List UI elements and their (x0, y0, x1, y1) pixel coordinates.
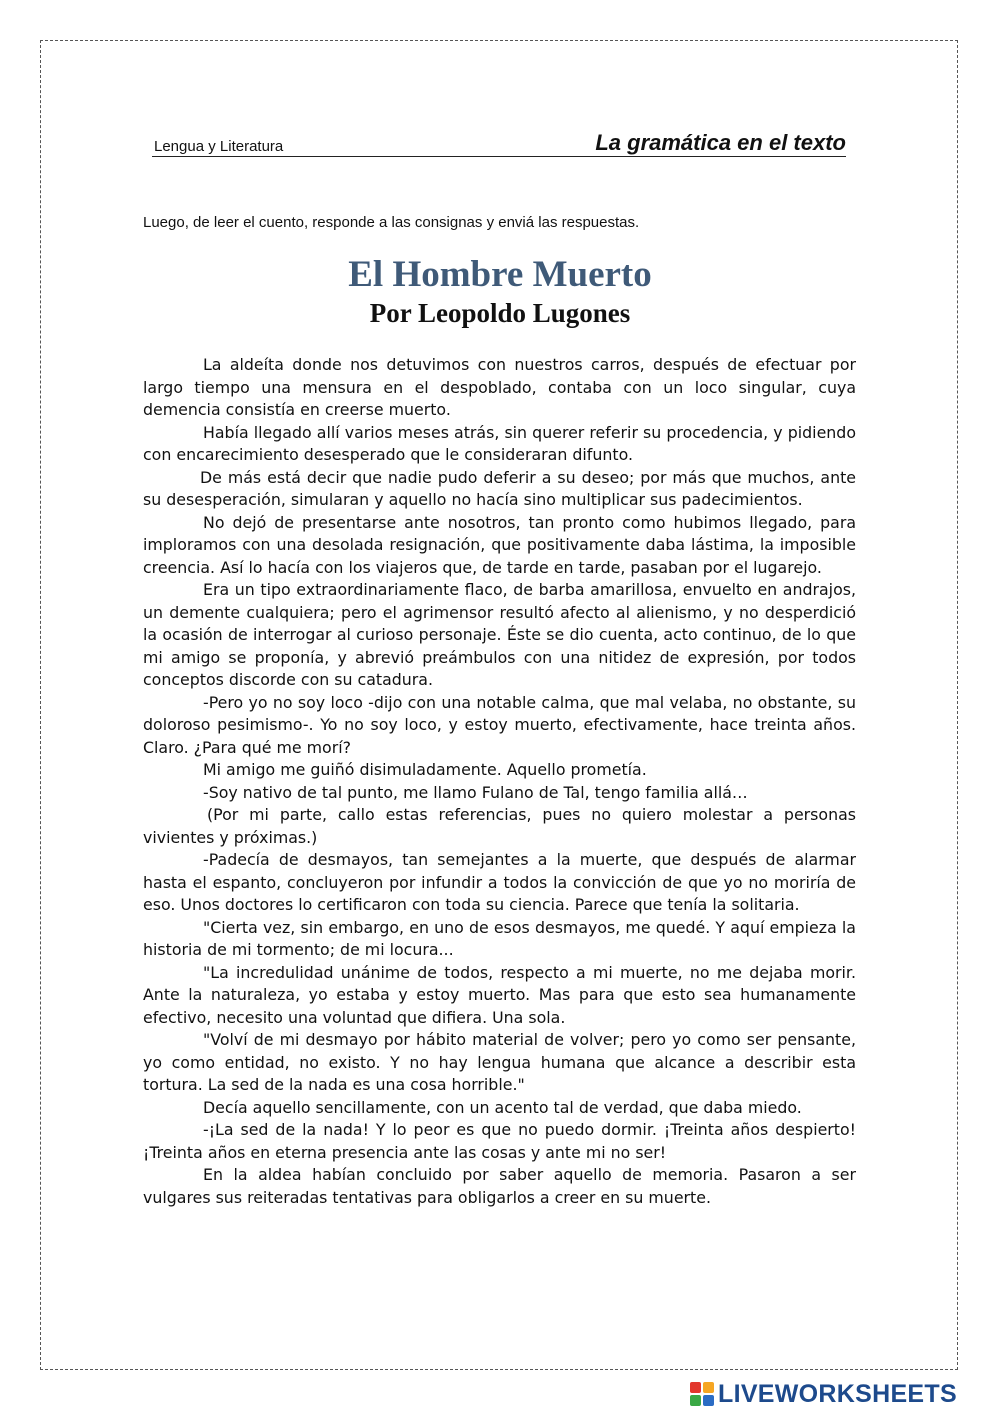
instruction-text: Luego, de leer el cuento, responde a las consignas y enviá las respuestas. (143, 214, 640, 231)
story-paragraph: -Pero yo no soy loco -dijo con una notable calma, que mal velaba, no obstante, su doloroso pesimismo-. Yo no soy loco, y estoy muerto, efectivamente, hace treinta años. Claro. ¿Para qué me morí? (143, 692, 856, 757)
liveworksheets-logo[interactable] (690, 1380, 957, 1408)
story-paragraph: No dejó de presentarse ante nosotros, tan pronto como hubimos llegado, para imploramos con una desolada resignación, que positivamente daba lástima, la imposible creencia. Así lo hacía con los viajeros que, de tarde en tarde, pasaban por el lugarejo. (143, 512, 856, 577)
story-paragraph: -Soy nativo de tal punto, me llamo Fulano de Tal, tengo familia allá… (203, 782, 748, 802)
story-paragraph: Había llegado allí varios meses atrás, sin querer referir su procedencia, y pidiendo con encarecimiento desesperado que le consideraran difunto. (143, 422, 856, 464)
story-paragraph: -¡La sed de la nada! Y lo peor es que no puedo dormir. ¡Treinta años despierto! ¡Treinta años en eterna presencia ante las cosas y ante mi no ser! (143, 1120, 856, 1162)
story-paragraph: Decía aquello sencillamente, con un acento tal de verdad, que daba miedo. (203, 1097, 802, 1117)
story-paragraph: La aldeíta donde nos detuvimos con nuestros carros, después de efectuar por largo tiempo una mensura en el despoblado, contaba con un loco singular, cuya demencia consistía en creerse muerto. (143, 355, 856, 419)
logo-square (690, 1382, 701, 1393)
logo-square (703, 1395, 714, 1406)
story-paragraph: De más está decir que nadie pudo deferir a su deseo; por más que muchos, ante su desesperación, simularan y aquello no hacía sino multiplicar sus padecimientos. (143, 467, 856, 509)
logo-square (690, 1395, 701, 1406)
story-paragraph: -Padecía de desmayos, tan semejantes a la muerte, que después de alarmar hasta el espanto, concluyeron por infundir a todos la convicción de que yo no moriría de eso. Unos doctores lo certificaron con toda su ciencia. Parece que tenía la solitaria. (143, 850, 856, 914)
story-paragraph: En la aldea habían concluido por saber aquello de memoria. Pasaron a ser vulgares sus reiteradas tentativas para obligarlos a creer en su muerte. (143, 1165, 856, 1207)
logo-text: LIVEWORKSHEETS (718, 1379, 957, 1408)
liveworksheets-logo-icon (690, 1382, 714, 1406)
section-title: La gramática en el texto (595, 130, 846, 155)
story-body (143, 354, 856, 1209)
worksheet-header (152, 128, 846, 157)
story-author: Por Leopoldo Lugones (369, 298, 631, 328)
logo-square (703, 1382, 714, 1393)
story-title: El Hombre Muerto (348, 254, 652, 295)
subject-label: Lengua y Literatura (154, 138, 284, 155)
story-paragraph: Mi amigo me guiñó disimuladamente. Aquello prometía. (203, 760, 647, 779)
story-paragraph: "Cierta vez, sin embargo, en uno de esos desmayos, me quedé. Y aquí empieza la historia de mi tormento; de mi locura... (143, 917, 856, 959)
story-paragraph: (Por mi parte, callo estas referencias, pues no quiero molestar a personas vivientes y próximas.) (143, 805, 856, 847)
story-paragraph: Era un tipo extraordinariamente flaco, de barba amarillosa, envuelto en andrajos, un demente cualquiera; pero el agrimensor resultó afecto al alienismo, y no desperdició la ocasión de interrogar al curioso personaje. Éste se dio cuenta, acto continuo, de lo que mi amigo se proponía, y abrevió preámbulos con una nitidez de expresión, por todos conceptos discorde con su catadura. (143, 580, 856, 689)
story-paragraph: "Volví de mi desmayo por hábito material de volver; pero yo como ser pensante, yo como entidad, no existo. Y no hay lengua humana que alcance a describir esta tortura. La sed de la nada es una cosa horrible." (143, 1030, 856, 1094)
story-paragraph: "La incredulidad unánime de todos, respecto a mi muerte, no me dejaba morir. Ante la naturaleza, yo estaba y estoy muerto. Mas para que esto sea humanamente efectivo, necesito una voluntad que difiera. Una sola. (143, 962, 856, 1027)
